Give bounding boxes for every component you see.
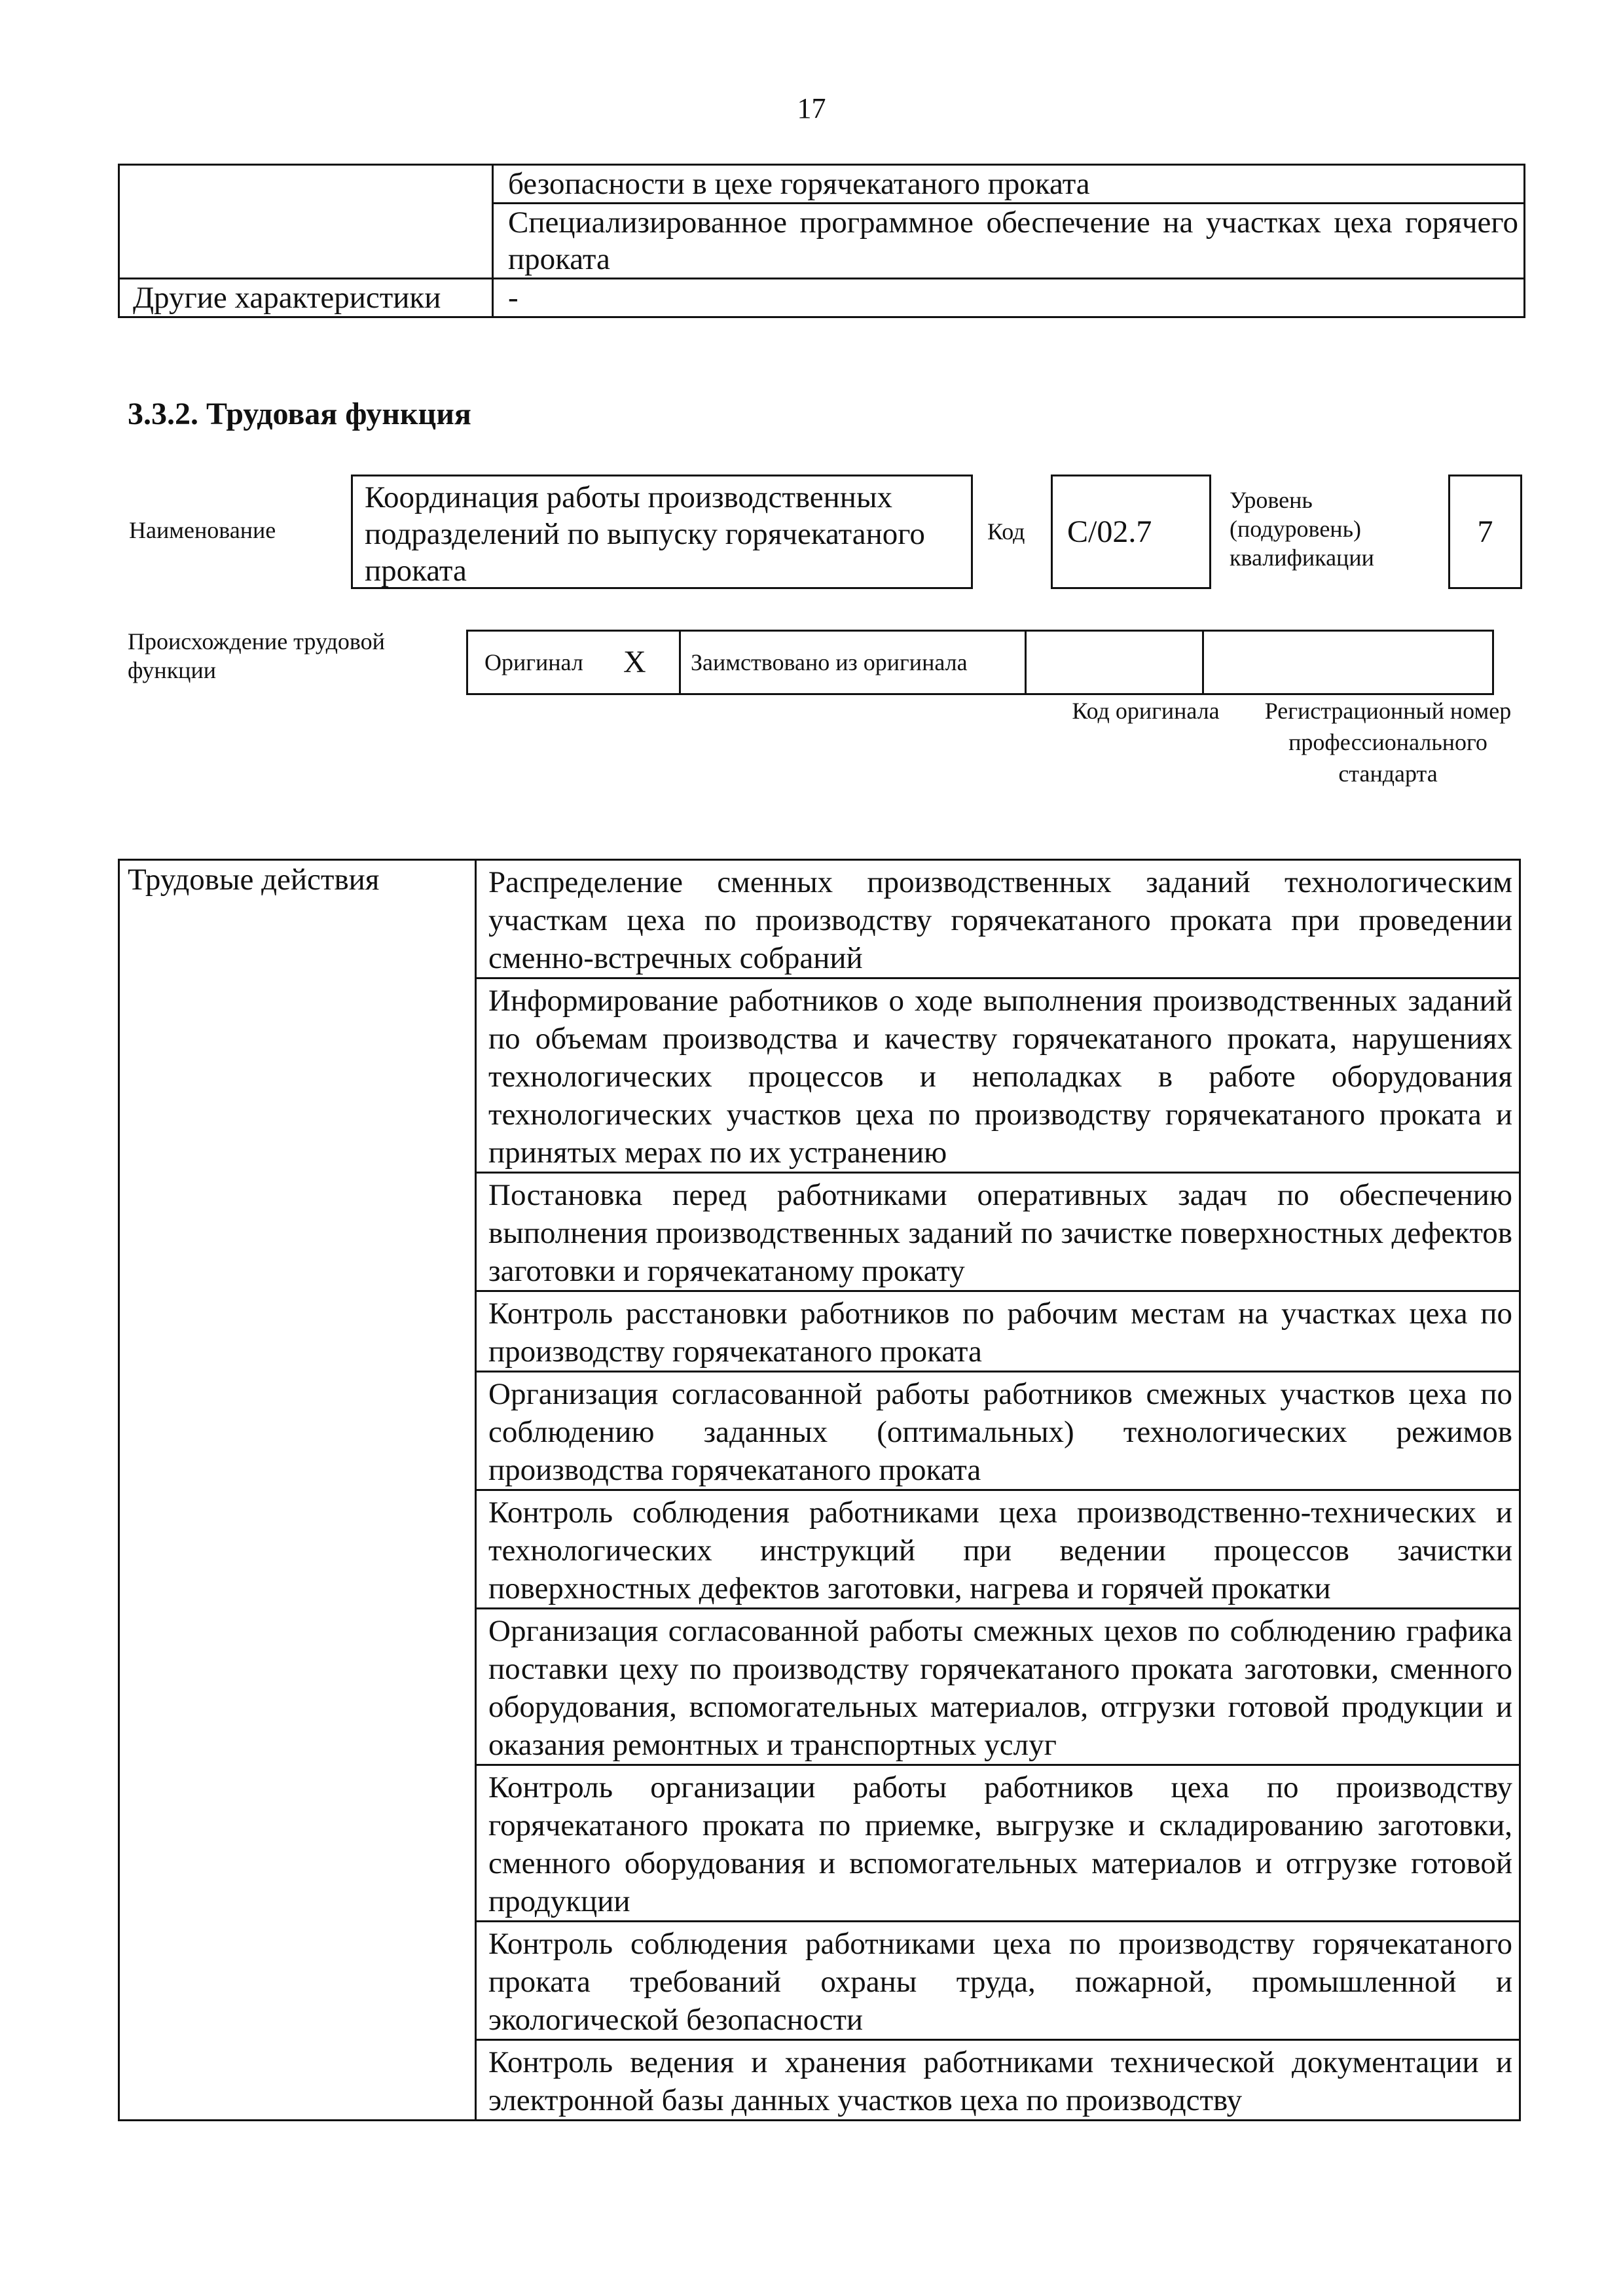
level-label: Уровень (подуровень) квалификации xyxy=(1230,487,1374,571)
registration-number-cell xyxy=(1203,631,1493,694)
action-item: Контроль соблюдения работниками цеха по производству горячекатаного проката требований охраны труда, пожарной, промышленной и экологической безопасности xyxy=(476,1922,1520,2040)
registration-caption: Регистрационный номер профессионального стандарта xyxy=(1264,698,1512,787)
original-mark-cell: X xyxy=(623,631,680,694)
action-item: Контроль организации работы работников цеха по производству горячекатаного проката по приемке, выгрузке и складированию заготовки, сменного оборудования и вспомогательных материалов и отгрузке готовой продукции xyxy=(476,1765,1520,1922)
action-item: Контроль расстановки работников по рабочим местам на участках цеха по производству горячекатаного проката xyxy=(476,1291,1520,1372)
action-item: Распределение сменных производственных заданий технологическим участкам цеха по производству горячекатаного проката при проведении сменно-встречных собраний xyxy=(476,860,1520,978)
section-title: 3.3.2. Трудовая функция xyxy=(128,397,471,431)
continuation-text-cell: Специализированное программное обеспечение на участках цеха горячего проката xyxy=(493,204,1525,279)
action-item: Контроль ведения и хранения работниками технической документации и электронной базы данных участков цеха по производству xyxy=(476,2040,1520,2121)
action-item: Организация согласованной работы работников смежных участков цеха по соблюдению заданных (оптимальных) технологических режимов производства горячекатаного проката xyxy=(476,1372,1520,1490)
actions-label-cell: Трудовые действия xyxy=(119,860,476,2121)
action-item: Организация согласованной работы смежных цехов по соблюдению графика поставки цеху по производству горячекатаного проката заготовки, сменного оборудования, вспомогательных материалов, отгрузки готовой продукции и оказания ремонтных и транспортных услуг xyxy=(476,1609,1520,1765)
function-name-box: Координация работы производственных подразделений по выпуску горячекатаного проката xyxy=(351,475,973,589)
name-label: Наименование xyxy=(129,517,276,543)
page-number: 17 xyxy=(797,92,826,124)
code-caption: Код оригинала xyxy=(1072,698,1220,724)
table-row xyxy=(467,631,1493,694)
borrowed-label-cell: Заимствовано из оригинала xyxy=(680,631,1026,694)
table-row xyxy=(119,860,1520,978)
original-label-cell: Оригинал xyxy=(467,631,624,694)
code-label: Код xyxy=(987,518,1025,545)
level-value-box: 7 xyxy=(1448,475,1522,589)
other-characteristics-label: Другие характеристики xyxy=(119,279,493,317)
other-characteristics-value: - xyxy=(493,279,1525,317)
origin-label: Происхождение трудовой функции xyxy=(128,628,385,683)
action-item: Информирование работников о ходе выполнения производственных заданий по объемам производства и качеству горячекатаного проката, нарушениях технологических процессов и неполадках в работе оборудования технологических участков цеха по производству горячекатаного проката и принятых мерах по их устранению xyxy=(476,978,1520,1173)
continuation-label-cell xyxy=(119,165,493,279)
action-item: Постановка перед работниками оперативных задач по обеспечению выполнения производственных заданий по зачистке поверхностных дефектов заготовки и горячекатаному прокату xyxy=(476,1173,1520,1291)
table-row xyxy=(119,165,1525,204)
original-code-cell xyxy=(1026,631,1203,694)
table-row xyxy=(119,279,1525,317)
continuation-table xyxy=(118,164,1525,318)
function-code-box: C/02.7 xyxy=(1051,475,1211,589)
origin-table xyxy=(466,630,1494,695)
continuation-text-cell: безопасности в цехе горячекатаного проката xyxy=(493,165,1525,204)
action-item: Контроль соблюдения работниками цеха производственно-технических и технологических инструкций при ведении процессов зачистки поверхностных дефектов заготовки, нагрева и горячей прокатки xyxy=(476,1490,1520,1609)
actions-table xyxy=(118,859,1521,2121)
